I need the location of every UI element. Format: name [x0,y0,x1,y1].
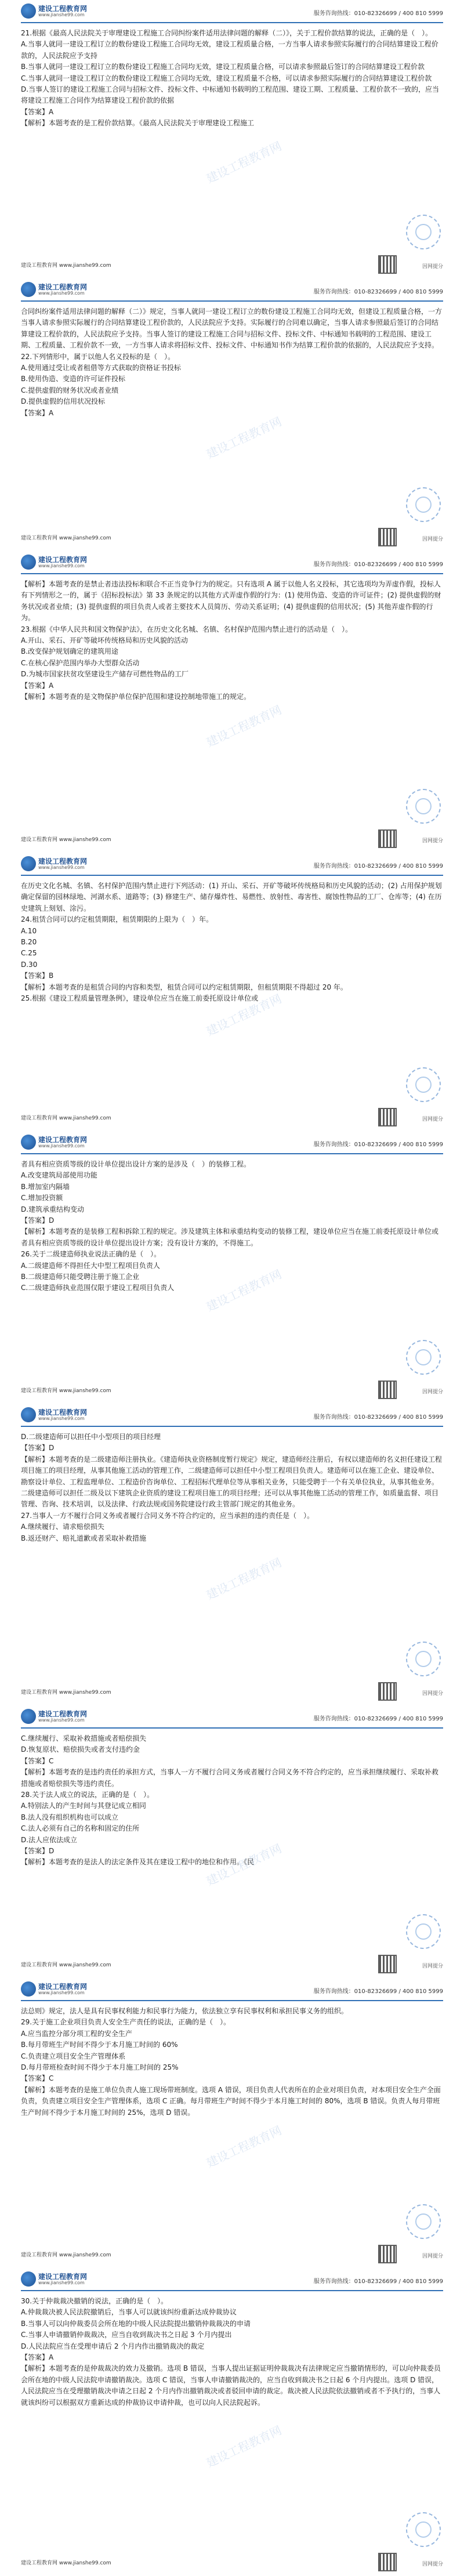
page-footer [21,1379,443,1403]
text-line: 29.关于施工企业项目负责人安全生产责任的说法，正确的是（ ）。 [21,2018,231,2027]
text-line: 【解析】本题考查的是施工单位负责人施工现场带班制度。选项 A 错误，项目负责人代表所在的企业对项目负责，对本项目安全生产全面负责，负责建立项目安全生产管理体系，选项 C 正确。每月带班生产时间不得少于本月施工时间的 80%，选项 B 错误。负责人每月带班生产时间不得少于本月施工时间的 25%，选项 D 错误。 [21,2085,441,2117]
text-line: 【答案】D [21,1216,55,1225]
service-hotline: 服务咨询热线：010-82326699 / 400 810 5999 [313,1142,443,1148]
text-line: 【答案】A [21,107,54,116]
footer-brand: 建设工程教育网 www.jianshe99.com [21,1962,111,1968]
page-band [0,0,464,278]
logo-url: www.jianshe99.com [38,865,85,870]
logo-url: www.jianshe99.com [38,12,85,17]
page-footer [21,254,443,277]
text-line: 【答案】A [21,681,54,690]
footer-label: 因网提分 [422,537,443,542]
text-line: D.人民法院应当在受理申请后 2 个月内作出撤销裁决的裁定 [21,2342,205,2350]
text-line: C.负责建立项目安全生产管理体系 [21,2052,126,2060]
text-line: A.继续履行、请求赔偿损失 [21,1523,104,1531]
logo-name: 建设工程教育网 [38,556,88,564]
page-band [0,1404,464,1705]
footer-brand: 建设工程教育网 www.jianshe99.com [21,1388,111,1394]
text-line: B.增加室内隔墙 [21,1182,70,1191]
text-line: 法总则》规定，法人是具有民事权利能力和民事行为能力，依法独立享有民事权利和承担民事义务的组织。 [21,2007,349,2015]
qr-code-icon [378,829,397,848]
page-content [21,302,443,527]
text-line: C.增加投资额 [21,1194,63,1202]
logo-name: 建设工程教育网 [38,5,88,13]
text-line: A.应当监控分部分项工程的安全生产 [21,2029,132,2038]
text-line: 28.关于法人成立的说法，正确的是（ ）。 [21,1791,154,1799]
page-content [21,2291,443,2552]
text-line: 【解析】本题考查的是二级建造师注册执业。《建造师执业资格制度暂行规定》规定，建造师经注册后，有权以建造师的名义担任建设工程项目施工的项目经理，从事其他施工活动的管理工作，二级建造师可以担任中小型工程项目负责人。建造师可以在施工企业、建设单位、勘察设计单位、工程监理单位、工程造价咨询单位、工程招标代理单位等从事相关业务，只能受聘于一个有关单位执业，从事其他业务。二级建造师可以担任二级及以下建筑企业资质的建设工程项目施工的项目经理；还可以从事其他施工活动的管理工作，如质量监督、项目管理、咨询、技术培训，以及法律、行政法规或国务院建设行政主管部门规定的其他业务。 [21,1455,443,1509]
text-line: 25.根据《建设工程质量管理条例》，建设单位应当在施工前委托原设计单位或 [21,994,259,1003]
text-line: D.每月带班检查时间不得少于本月施工时间的 25% [21,2063,179,2072]
text-line: B.当事人可以向仲裁委员会所在地的中级人民法院提出撤销仲裁裁决的申请 [21,2319,251,2328]
page-content [21,23,443,254]
footer-brand: 建设工程教育网 www.jianshe99.com [21,2252,111,2258]
text-line: A.改变建筑局部使用功能 [21,1171,97,1180]
watermark: 建设工程教育网 [204,2423,284,2470]
site-logo[interactable] [21,2270,108,2288]
text-line: 【解析】本题考查的是法人的法定条件及其在建设工程中的地位和作用。《民 [21,1858,255,1867]
logo-icon [21,1135,36,1150]
text-line: D.建筑承重结构变动 [21,1205,85,1213]
logo-name: 建设工程教育网 [38,1710,88,1718]
text-line: 合同纠纷案件适用法律问题的解释（二）》规定，当事人就同一建设工程订立的数份建设工程施工合同均无效，但建设工程质量合格，一方当事人请求参照实际履行的合同结算建设工程价款的，人民法院应予支持。实际履行的合同难以确定，当事人请求参照最后签订的合同结算建设工程价款的，人民法院应予支持。当事人签订的建设工程施工合同与招标文件、投标文件、中标通知书载明的工程范围、建设工期、工程质量、工程价款不一致，一方当事人请求将招标文件、投标文件、中标通知书作为结算工程价款的依据的，人民法院应予支持。 [21,307,443,350]
qr-code-icon [378,255,397,274]
qr-code-icon [378,528,397,546]
page-header [21,278,443,302]
text-line: B.法人没有组织机构也可以成立 [21,1813,119,1821]
watermark: 建设工程教育网 [204,414,284,462]
qr-code-icon [378,1682,397,1701]
text-line: C.当事人就同一建设工程订立的数份建设工程施工合同均无效，建设工程质量不合格，可以请求参照实际履行的合同结算建设工程价款 [21,74,432,82]
logo-name: 建设工程教育网 [38,1136,88,1144]
page-content [21,1154,443,1379]
qr-code-icon [378,2553,397,2571]
text-line: 在历史文化名城、名镇、名村保护范围内禁止进行下列活动：(1) 开山、采石、开矿等破坏传统格局和历史风貌的活动；(2) 占用保护规划确定保留的园林绿地、河湖水系、道路等；(3) 修建生产、储存爆炸性、易燃性、放射性、毒害性、腐蚀性物品的工厂、仓库等；(4) 在历史建筑上刻划、涂污。 [21,882,442,912]
page-content [21,1729,443,1954]
text-line: 【答案】C [21,2074,54,2083]
footer-label: 因网提分 [422,1117,443,1122]
seal-stamp-icon [406,1067,441,1102]
seal-stamp-icon [406,2512,441,2547]
text-line: 【答案】D [21,1444,55,1452]
site-logo[interactable] [21,2,108,20]
text-line: B.改变保护规划确定的建筑用途 [21,647,119,656]
text-line: A.10 [21,926,37,935]
text-line: 【解析】本题考查的是文物保护单位保护范围和建设控制地带施工的规定。 [21,693,251,701]
watermark: 建设工程教育网 [204,2123,284,2171]
logo-name: 建设工程教育网 [38,1983,88,1991]
qr-code-icon [378,1381,397,1399]
logo-url: www.jianshe99.com [38,1990,85,1995]
logo-name: 建设工程教育网 [38,1408,88,1416]
seal-stamp-icon [406,789,441,824]
page-header [21,2268,443,2291]
logo-icon [21,2271,36,2287]
page-header [21,1978,443,2001]
footer-brand: 建设工程教育网 www.jianshe99.com [21,2560,111,2566]
logo-icon [21,282,36,297]
text-line: 【解析】本题考查的是装修工程和拆除工程的规定。涉及建筑主体和承重结构变动的装修工程，建设单位应当在施工前委托原设计单位或者具有相应资质等级的设计单位提出设计方案；没有设计方案的，不得施工。 [21,1227,439,1247]
footer-brand: 建设工程教育网 www.jianshe99.com [21,837,111,843]
footer-label: 因网提分 [422,264,443,270]
site-logo[interactable] [21,1980,108,1998]
text-line: 【解析】本题考查的是违约责任的承担方式，当事人一方不履行合同义务或者履行合同义务不符合约定的，应当承担继续履行、采取补救措施或者赔偿损失等违约责任。 [21,1768,439,1788]
site-logo[interactable] [21,1708,108,1725]
seal-stamp-icon [406,215,441,249]
footer-brand: 建设工程教育网 www.jianshe99.com [21,263,111,269]
page-footer [21,1107,443,1130]
footer-label: 因网提分 [422,1691,443,1697]
text-line: 27.当事人一方不履行合同义务或者履行合同义务不符合约定的，应当承担的违约责任是（ ）。 [21,1511,314,1520]
service-hotline: 服务咨询热线：010-82326699 / 400 810 5999 [313,863,443,869]
logo-icon [21,555,36,570]
page-band [0,2268,464,2576]
qr-code-icon [378,1108,397,1126]
page-header [21,1705,443,1729]
text-line: 26.关于二级建造师执业说法正确的是（ ）。 [21,1250,161,1259]
page-footer [21,2244,443,2267]
site-logo[interactable] [21,855,108,872]
watermark: 建设工程教育网 [204,1555,284,1603]
logo-icon [21,1407,36,1422]
watermark: 建设工程教育网 [204,1841,284,1889]
watermark: 建设工程教育网 [204,991,284,1039]
watermark: 建设工程教育网 [204,702,284,750]
page-content [21,2001,443,2244]
logo-url: www.jianshe99.com [38,563,85,568]
text-line: D.法人应依法成立 [21,1835,78,1844]
text-line: B.20 [21,938,37,947]
footer-label: 因网提分 [422,2253,443,2259]
seal-stamp-icon [406,2204,441,2239]
seal-stamp-icon [406,487,441,522]
logo-icon [21,1981,36,1997]
page-band [0,853,464,1131]
seal-stamp-icon [406,1642,441,1676]
qr-code-icon [378,1955,397,1973]
seal-stamp-icon [406,1914,441,1949]
text-line: A.开山、采石、开矿等破坏传统格局和历史风貌的活动 [21,636,188,645]
logo-url: www.jianshe99.com [38,2280,85,2285]
text-line: A.使用通过受让或者租借等方式获取的资格证书投标 [21,364,181,372]
site-logo[interactable] [21,553,108,571]
text-line: B.当事人就同一建设工程订立的数份建设工程施工合同均无效，建设工程质量合格，可以请求参照最后签订的合同结算建设工程价款 [21,63,425,71]
page-footer [21,828,443,852]
page-content [21,574,443,828]
text-line: 24.租赁合同可以约定租赁期限，租赁期限的上限为（ ）年。 [21,915,213,924]
text-line: 21.根据《最高人民法院关于审理建设工程施工合同纠纷案件适用法律问题的解释（二）》，关于工程价款结算的说法，正确的是（ ）。 [21,29,433,37]
text-line: C.当事人申请撤销仲裁裁决，应当自收到裁决书之日起 3 个月内提出 [21,2331,232,2339]
service-hotline: 服务咨询热线：010-82326699 / 400 810 5999 [313,2278,443,2285]
page-footer [21,1954,443,1977]
footer-brand: 建设工程教育网 www.jianshe99.com [21,1115,111,1121]
qr-code-icon [378,2245,397,2263]
footer-brand: 建设工程教育网 www.jianshe99.com [21,535,111,541]
watermark: 建设工程教育网 [204,1267,284,1314]
logo-url: www.jianshe99.com [38,1143,85,1148]
text-line: 23.根据《中华人民共和国文物保护法》，在历史文化名城、名镇、名村保护范围内禁止进行的活动是（ ）。 [21,625,353,633]
text-line: C.继续履行、采取补救措施或者赔偿损失 [21,1734,147,1742]
watermark: 建设工程教育网 [204,139,284,186]
text-line: 22.下列情形中，属于以他人名义投标的是（ ）。 [21,352,175,361]
page-footer [21,527,443,550]
text-line: 【解析】本题考查的是工程价款结算。《最高人民法院关于审理建设工程施工 [21,119,255,128]
text-line: A.二级建造师不得担任大中型工程项目负责人 [21,1261,160,1270]
text-line: B.二级建造师只能受聘注册于施工企业 [21,1273,140,1281]
text-line: D.提供虚假的信用状况投标 [21,397,106,406]
logo-name: 建设工程教育网 [38,2273,88,2281]
service-hotline: 服务咨询热线：010-82326699 / 400 810 5999 [313,561,443,568]
text-line: 【答案】C [21,1756,54,1765]
service-hotline: 服务咨询热线：010-82326699 / 400 810 5999 [313,10,443,17]
text-line: B.使用伪造、变造的许可证件投标 [21,375,126,383]
page-header [21,1404,443,1427]
service-hotline: 服务咨询热线：010-82326699 / 400 810 5999 [313,1414,443,1421]
text-line: 【答案】A [21,408,54,417]
page-content [21,876,443,1107]
logo-icon [21,856,36,871]
logo-name: 建设工程教育网 [38,283,88,291]
page-header [21,1131,443,1154]
text-line: D.30 [21,960,38,969]
page-band [0,551,464,853]
site-logo[interactable] [21,281,108,298]
text-line: C.在核心保护范围内举办大型群众活动 [21,658,140,667]
service-hotline: 服务咨询热线：010-82326699 / 400 810 5999 [313,1988,443,1995]
text-line: C.25 [21,949,37,958]
site-logo[interactable] [21,1133,108,1151]
footer-label: 因网提分 [422,838,443,844]
text-line: C.法人必须有自己的名称和固定的住所 [21,1824,140,1833]
text-line: D.二级建造师可以担任中小型项目的项目经理 [21,1433,161,1441]
text-line: D.为城市国家扶贫攻坚建设生产储存可燃性物品的工厂 [21,670,189,679]
service-hotline: 服务咨询热线：010-82326699 / 400 810 5999 [313,289,443,295]
text-line: C.提供虚假的财务状况或者业绩 [21,386,119,394]
service-hotline: 服务咨询热线：010-82326699 / 400 810 5999 [313,1716,443,1722]
logo-url: www.jianshe99.com [38,1718,85,1723]
text-line: 者具有相应资质等级的设计单位提出设计方案的是涉及（ ）的装修工程。 [21,1160,251,1168]
page-content [21,1427,443,1681]
text-line: 【解析】本题考查的是禁止者违法投标和联合不正当竞争行为的规定。只有选项 A 属于以他人名义投标，其它选项均为弄虚作假，投标人有下列情形之一的，属于《招标投标法》第 33 条规定的以其他方式弄虚作假的行为：(1) 使用伪造、变造的许可证件；(2) 提供虚假的财务状况或者业绩；(3) 提供虚假的项目负责人或者主要技术人员简历、劳动关系证明；(4) 提供虚假的信用状况；(5) 其他弄虚作假的行为。 [21,580,441,622]
text-line: D.当事人签订的建设工程施工合同与招标文件、投标文件、中标通知书载明的工程范围、建设工期、工程质量、工程价款不一致的，应当将建设工程施工合同作为结算建设工程价款的依据 [21,85,440,105]
text-line: B.返还财产、赔礼道歉或者采取补救措施 [21,1534,147,1542]
text-line: 【解析】本题考查的是仲裁裁决的效力及撤销。选项 B 错误，当事人提出证据证明仲裁裁决有法律规定应当撤销情形的，可以向仲裁委员会所在地的中级人民法院申请撤销裁决。选项 C 错误，当事人申请撤销裁决的，应当自收到裁决书之日起 6 个月内提出。选项 D 错误，人民法院应当在受理撤销裁决申请之日起 2 个月内作出撤销裁决或者驳回申请的裁定。裁决被人民法院依法撤销或者不予执行的，当事人就该纠纷可以根据双方重新达成的仲裁协议申请仲裁，也可以向人民法院起诉。 [21,2364,441,2407]
text-line: D.恢复原状、赔偿损失或者支付违约金 [21,1745,140,1754]
page-footer [21,1681,443,1704]
page-header [21,853,443,876]
page-band [0,1978,464,2268]
logo-name: 建设工程教育网 [38,857,88,865]
footer-brand: 建设工程教育网 www.jianshe99.com [21,1690,111,1695]
page-header [21,551,443,574]
logo-url: www.jianshe99.com [38,1416,85,1421]
logo-icon [21,3,36,19]
text-line: 30.关于仲裁裁决撤销的说法，正确的是（ ）。 [21,2297,168,2305]
logo-url: www.jianshe99.com [38,291,85,296]
text-line: A.仲裁裁决被人民法院撤销后，当事人可以就该纠纷重新达成仲裁协议 [21,2308,237,2317]
seal-stamp-icon [406,1340,441,1375]
text-line: A.当事人就同一建设工程订立的数份建设工程施工合同均无效，建设工程质量合格，一方当事人请求参照实际履行的合同结算建设工程价款的，人民法院应予支持 [21,40,438,60]
text-line: 【答案】D [21,1847,55,1856]
footer-label: 因网提分 [422,1389,443,1395]
footer-label: 因网提分 [422,2561,443,2567]
page-band [0,1705,464,1978]
page-band [0,1131,464,1404]
text-line: A.特别法人的产生时间与其登记成立相同 [21,1802,146,1810]
text-line: B.每月带班生产时间不得少于本月施工时间的 60% [21,2041,178,2049]
text-line: C.二级建造师执业范围仅限于建设工程项目负责人 [21,1284,175,1292]
text-line: 【答案】B [21,972,54,980]
page-footer [21,2552,443,2575]
footer-label: 因网提分 [422,1963,443,1969]
page-header [21,0,443,23]
text-line: 【解析】本题考查的是租赁合同的内容和类型，租赁合同可以约定租赁期限，但租赁期限不得超过 20 年。 [21,983,347,991]
page-band [0,278,464,551]
site-logo[interactable] [21,1406,108,1423]
logo-icon [21,1709,36,1724]
text-line: 【答案】A [21,2353,54,2362]
